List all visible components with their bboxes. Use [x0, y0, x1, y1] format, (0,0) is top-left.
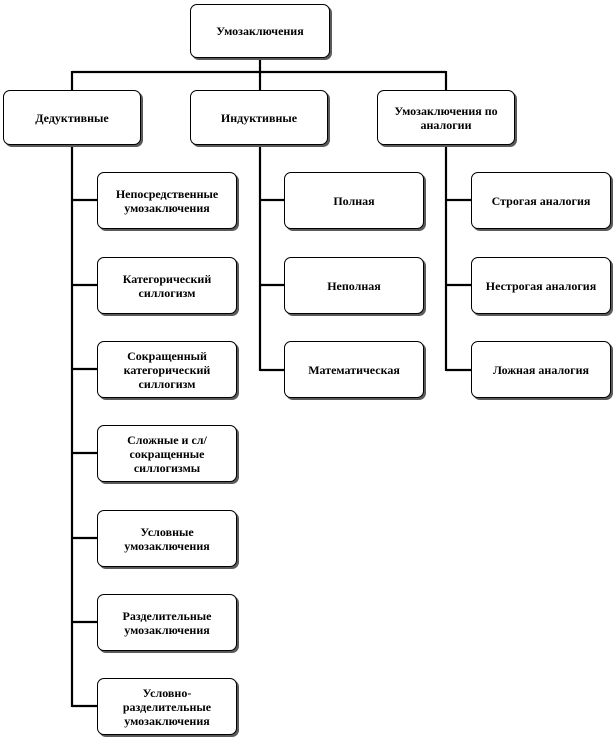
analogy-child-label: Ложная аналогия [492, 362, 590, 377]
deductive-child-label: Непосредственные умозаключения [115, 186, 219, 215]
analogy-node [377, 90, 515, 145]
deductive-child-label: Категорический силлогизм [122, 271, 212, 300]
inductive-child-label: Полная [333, 193, 375, 208]
inductive-child-label: Математическая [308, 362, 400, 377]
deductive-child-node [97, 678, 237, 735]
deductive-child-node [97, 425, 237, 482]
analogy-child-label: Строгая аналогия [491, 193, 591, 208]
deductive-child-label: Сокращенный категорический силлогизм [123, 348, 211, 391]
inductive-child-node [284, 172, 424, 229]
inductive-child-node [284, 341, 424, 398]
deductive-child-label: Сложные и сл/сокращенные силлогизмы [127, 432, 207, 475]
deductive-child-node [97, 172, 237, 229]
deductive-child-node [97, 341, 237, 398]
root-node [190, 4, 330, 58]
deductive-child-node [97, 594, 237, 651]
deductive-node [3, 90, 141, 145]
inductive-label: Индуктивные [220, 110, 298, 125]
analogy-child-node [471, 341, 611, 398]
inductive-node [190, 90, 328, 145]
analogy-child-node [471, 257, 611, 314]
analogy-child-node [471, 172, 611, 229]
inductive-child-node [284, 257, 424, 314]
deductive-child-node [97, 257, 237, 314]
deductive-child-label: Условно-разделительные умозаключения [122, 685, 212, 728]
analogy-child-label: Нестрогая аналогия [485, 278, 597, 293]
inductive-child-label: Неполная [327, 278, 381, 293]
deductive-label: Дедуктивные [35, 110, 109, 125]
root-label: Умозаключения [216, 24, 304, 38]
deductive-child-label: Разделительные умозаключения [122, 608, 212, 637]
deductive-child-node [97, 510, 237, 567]
analogy-label: Умозаключения по аналогии [394, 103, 498, 132]
deductive-child-label: Условные умозаключения [124, 524, 210, 553]
